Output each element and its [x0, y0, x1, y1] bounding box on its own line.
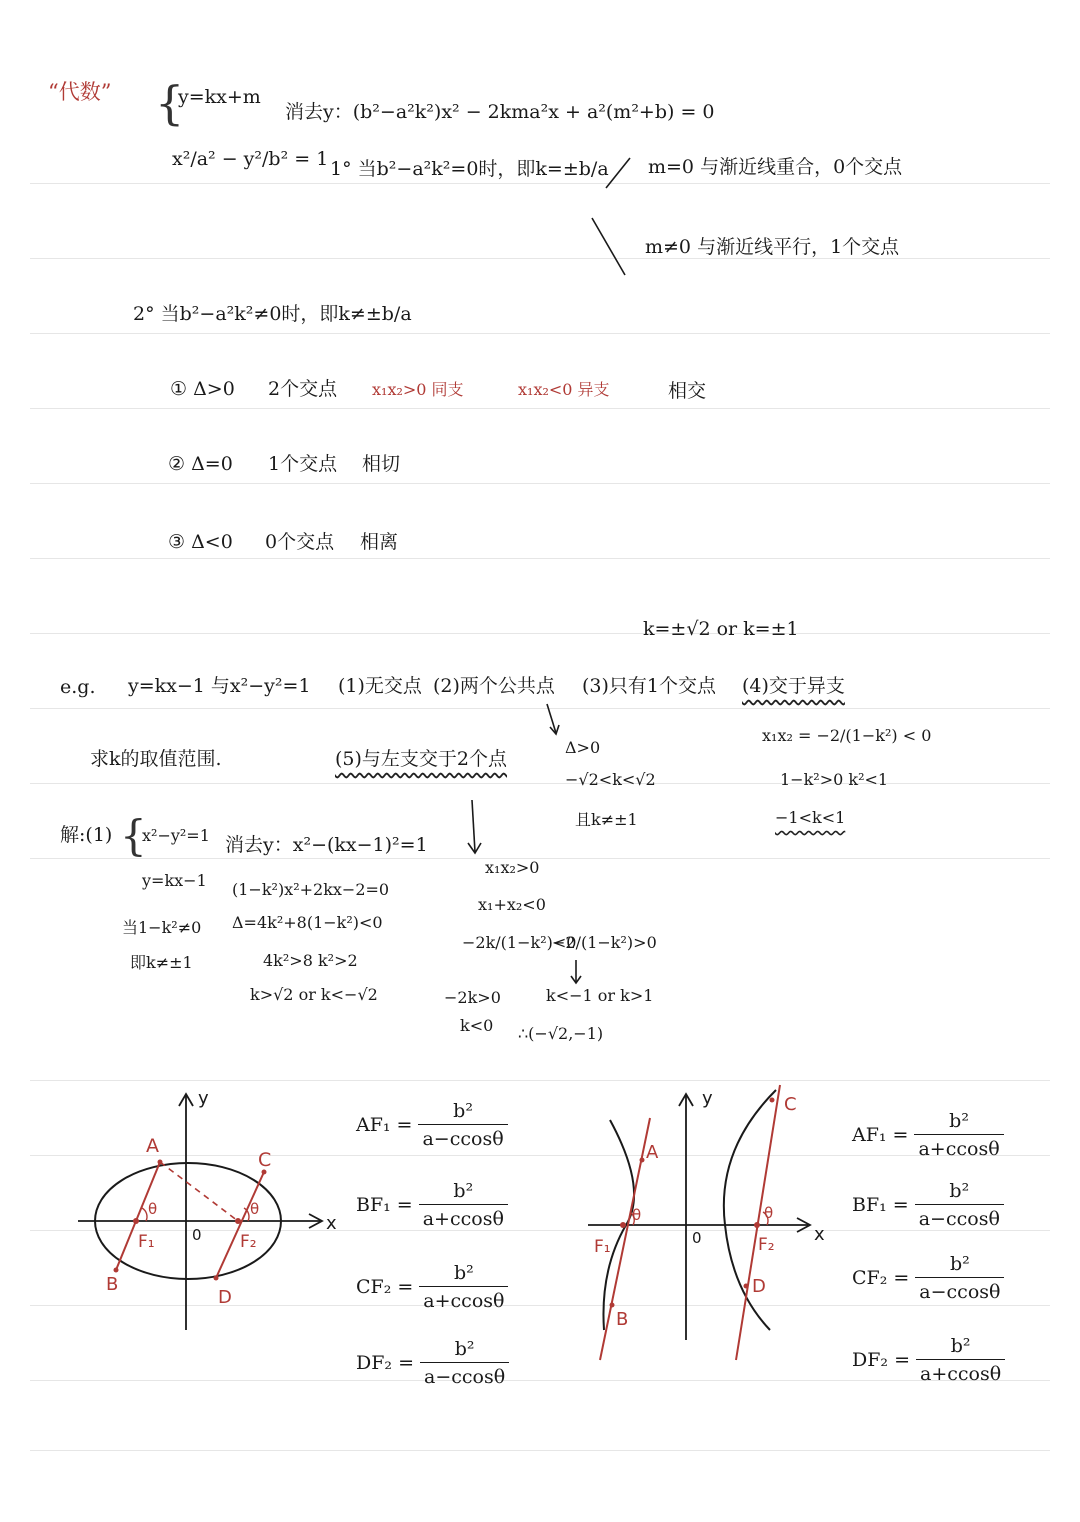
ellipse-x-label: x [326, 1213, 337, 1234]
hyperbola-point-a [640, 1158, 645, 1163]
hyperbola-formula-af1: AF₁ = $\frac{\text{b²}}{a+ccos\theta}$ [852, 1110, 1004, 1160]
case1-branch-lines [592, 158, 630, 275]
solution-sys-1: x²−y²=1 [142, 826, 210, 845]
solution-sys-2: y=kx−1 [142, 871, 207, 890]
hyperbola-label-f1: F₁ [594, 1237, 611, 1257]
hyperbola-theta-1: θ [632, 1206, 642, 1224]
case2-item1-label: ① Δ>0 [170, 378, 235, 400]
example-q2: (2)两个公共点 [433, 675, 555, 697]
ellipse-formula-af1: AF₁ = $\frac{\text{b²}}{a-ccos\theta}$ [356, 1100, 508, 1150]
q5-work-8: ∴(−√2,−1) [518, 1024, 604, 1043]
q5-work-5: −2k>0 [444, 988, 501, 1007]
hyperbola-formula-cf2: CF₂ = $\frac{\text{b²}}{a-ccos\theta}$ [852, 1253, 1004, 1303]
hyperbola-label-d: D [752, 1276, 766, 1297]
system-brace: { [155, 76, 185, 130]
hyperbola-point-b [610, 1303, 615, 1308]
ellipse-label-b: B [106, 1274, 119, 1295]
ellipse-label-d: D [218, 1287, 232, 1308]
example-q5: (5)与左支交于2个点 [335, 748, 508, 770]
q5-work-4: −2/(1−k²)>0 [552, 933, 657, 952]
q2-work-2: −√2<k<√2 [565, 770, 656, 789]
ellipse-chord-cd [216, 1172, 264, 1278]
solution-brace: { [120, 811, 147, 860]
ellipse-label-f2: F₂ [240, 1232, 257, 1252]
q5-work-2: x₁+x₂<0 [478, 895, 546, 914]
hyperbola-equation: x²/a² − y²/b² = 1 [172, 148, 329, 170]
hyperbola-point-c [770, 1098, 775, 1103]
hyperbola-y-label: y [702, 1088, 713, 1109]
ellipse-point-a [158, 1160, 163, 1165]
ellipse-formula-bf1: BF₁ = $\frac{\text{b²}}{a+ccos\theta}$ [356, 1180, 508, 1230]
case2-item2-count: 1个交点 [268, 453, 338, 475]
example-ask: 求k的取值范围. [90, 748, 222, 770]
ellipse-formula-df2: DF₂ = $\frac{\text{b²}}{a-ccos\theta}$ [356, 1338, 509, 1388]
hyperbola-diagram [588, 1085, 825, 1360]
hyperbola-origin-label: 0 [692, 1229, 702, 1247]
case2-condition: 2° 当b²−a²k²≠0时，即k≠±b/a [133, 303, 412, 325]
hyperbola-label-a: A [646, 1142, 659, 1163]
ellipse-label-f1: F₁ [138, 1232, 155, 1252]
hyperbola-label-b: B [616, 1309, 629, 1330]
example-eg: e.g. [60, 676, 96, 698]
ellipse-point-d [214, 1276, 219, 1281]
hyperbola-focus-f1 [620, 1222, 626, 1228]
solution-cond-1: 当1−k²≠0 [122, 918, 202, 937]
q5-work-7: k<−1 or k>1 [546, 986, 654, 1005]
case2-item2-label: ② Δ=0 [168, 453, 233, 475]
solution-eliminate: 消去y：x²−(kx−1)²=1 [225, 834, 428, 856]
hyperbola-formula-bf1: BF₁ = $\frac{\text{b²}}{a-ccos\theta}$ [852, 1180, 1004, 1230]
case1-condition: 1° 当b²−a²k²=0时，即k=±b/a [330, 158, 609, 180]
section-tag: “代数” [48, 80, 112, 104]
case2-item1-note-diff: x₁x₂<0 异支 [518, 380, 610, 399]
case2-item3-relation: 相离 [360, 531, 399, 553]
example-problem: y=kx−1 与x²−y²=1 [128, 675, 311, 697]
hyperbola-x-label: x [814, 1224, 825, 1245]
example-q1: (1)无交点 [338, 675, 422, 697]
example-q3: (3)只有1个交点 [582, 675, 717, 697]
ellipse-theta-1: θ [148, 1200, 158, 1218]
q4-work-2: 1−k²>0 k²<1 [780, 770, 889, 789]
solution-label: 解:(1) [60, 824, 113, 846]
ellipse-origin-label: 0 [192, 1226, 202, 1244]
solution-line-1: (1−k²)x²+2kx−2=0 [232, 880, 390, 899]
case1-branch-b: m≠0 与渐近线平行，1个交点 [645, 236, 900, 258]
q4-work-3: −1<k<1 [775, 808, 846, 827]
q5-work-1: x₁x₂>0 [485, 858, 540, 877]
solution-line-3: 4k²>8 k²>2 [263, 951, 358, 970]
q2-work-1: Δ>0 [565, 738, 601, 757]
case2-item3-label: ③ Δ<0 [168, 531, 233, 553]
ellipse-focus-f1 [133, 1218, 139, 1224]
ellipse-label-a: A [146, 1135, 159, 1157]
ellipse-dashed-af2 [160, 1162, 238, 1221]
case2-item1-count: 2个交点 [268, 378, 338, 400]
case1-branch-a: m=0 与渐近线重合，0个交点 [648, 156, 903, 178]
hyperbola-focus-f2 [754, 1222, 760, 1228]
q2-work-3: 且k≠±1 [575, 810, 638, 829]
solution-line-2: Δ=4k²+8(1−k²)<0 [232, 913, 383, 932]
eliminate-equation: 消去y：(b²−a²k²)x² − 2kma²x + a²(m²+b) = 0 [285, 101, 715, 123]
hyperbola-formula-df2: DF₂ = $\frac{\text{b²}}{a+ccos\theta}$ [852, 1335, 1005, 1385]
ellipse-focus-f2 [235, 1218, 241, 1224]
solution-line-4: k>√2 or k<−√2 [250, 985, 378, 1004]
ellipse-label-c: C [258, 1149, 272, 1171]
ellipse-diagram [78, 1088, 337, 1330]
example-q4: (4)交于异支 [742, 675, 845, 697]
hyperbola-label-f2: F₂ [758, 1235, 775, 1255]
q5-work-6: k<0 [460, 1016, 494, 1035]
solution-cond-2: 即k≠±1 [130, 953, 193, 972]
case2-item1-note-same: x₁x₂>0 同支 [372, 380, 464, 399]
line-equation: y=kx+m [178, 86, 261, 108]
work-arrows [468, 704, 581, 983]
ellipse-point-b [114, 1268, 119, 1273]
case2-item2-relation: 相切 [362, 453, 401, 475]
ellipse-formula-cf2: CF₂ = $\frac{\text{b²}}{a+ccos\theta}$ [356, 1262, 508, 1312]
hyperbola-theta-2: θ [764, 1204, 774, 1222]
q4-work-1: x₁x₂ = −2/(1−k²) < 0 [762, 726, 932, 745]
ellipse-y-label: y [198, 1088, 209, 1109]
hyperbola-point-d [744, 1284, 749, 1289]
case2-item1-relation: 相交 [668, 380, 707, 402]
example-top-note: k=±√2 or k=±1 [643, 618, 799, 640]
q5-work-3: −2k/(1−k²)<0 [462, 933, 577, 952]
case2-item3-count: 0个交点 [265, 531, 335, 553]
ellipse-theta-2: θ [250, 1200, 260, 1218]
hyperbola-label-c: C [784, 1094, 797, 1115]
